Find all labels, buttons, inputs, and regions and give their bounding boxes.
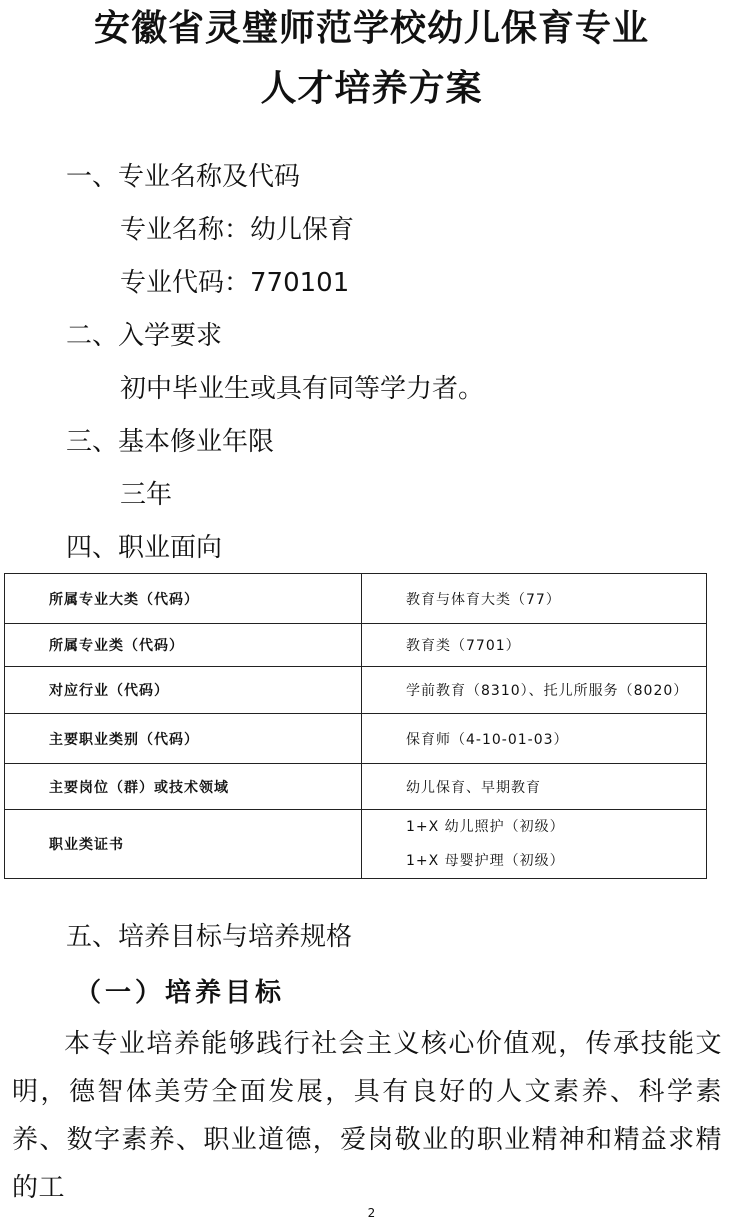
study-duration-text: 三年 — [120, 480, 173, 510]
table-label-cell: 主要岗位（群）或技术领域 — [5, 764, 362, 810]
career-orientation-table — [4, 573, 707, 879]
table-value-cell: 教育类（7701） — [362, 624, 707, 667]
section-1-heading: 一、专业名称及代码 — [66, 162, 301, 192]
table-label-cell: 对应行业（代码） — [5, 667, 362, 714]
table-row — [5, 667, 707, 714]
section-5-heading: 五、培养目标与培养规格 — [66, 922, 353, 952]
certificate-item: 1+X 母婴护理（初级） — [406, 853, 565, 869]
table-label-cell: 主要职业类别（代码） — [5, 714, 362, 764]
subsection-heading: （一）培养目标 — [75, 978, 286, 1008]
certificate-cell — [362, 810, 707, 879]
admission-requirement-text: 初中毕业生或具有同等学力者。 — [120, 374, 485, 404]
table-row — [5, 574, 707, 624]
table-value-cell: 幼儿保育、早期教育 — [362, 764, 707, 810]
table-label-cell: 职业类证书 — [5, 810, 362, 879]
document-title-line-1: 安徽省灵璧师范学校幼儿保育专业 — [93, 7, 649, 49]
section-3-heading: 三、基本修业年限 — [66, 427, 275, 457]
table-row — [5, 714, 707, 764]
table-row — [5, 810, 707, 879]
section-4-heading: 四、职业面向 — [66, 533, 223, 563]
table-value-cell: 教育与体育大类（77） — [362, 574, 707, 624]
table-row — [5, 764, 707, 810]
document-title-line-2: 人才培养方案 — [260, 67, 483, 109]
major-code-line: 专业代码：770101 — [120, 268, 350, 298]
table-value-cell: 保育师（4-10-01-03） — [362, 714, 707, 764]
table-label-cell: 所属专业类（代码） — [5, 624, 362, 667]
table-label-cell: 所属专业大类（代码） — [5, 574, 362, 624]
section-2-heading: 二、入学要求 — [66, 321, 223, 351]
body-paragraph: 本专业培养能够践行社会主义核心价值观，传承技能文明，德智体美劳全面发展，具有良好的人文素养、科学素养、数字素养、职业道德，爱岗敬业的职业精神和精益求精的工 — [12, 1029, 722, 1203]
certificate-item: 1+X 幼儿照护（初级） — [406, 819, 565, 835]
major-name-line: 专业名称：幼儿保育 — [120, 215, 355, 245]
page-number: 2 — [367, 1206, 376, 1220]
table-row — [5, 624, 707, 667]
table-value-cell: 学前教育（8310）、托儿所服务（8020） — [362, 667, 707, 714]
